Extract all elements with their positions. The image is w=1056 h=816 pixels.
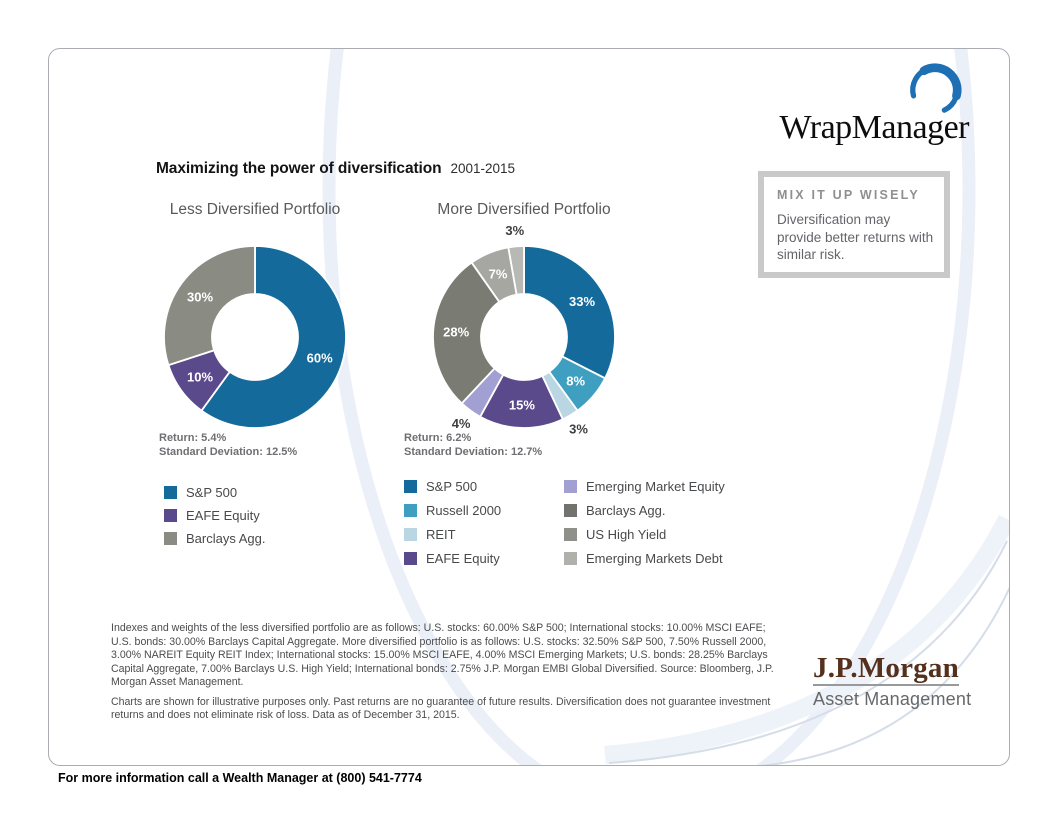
title-text: Maximizing the power of diversification (156, 160, 442, 177)
legend-swatch-barclays (564, 504, 577, 517)
legend-item (404, 527, 501, 542)
jpmorgan-logo (813, 653, 971, 710)
legend-item (404, 503, 501, 518)
slice-pct-label: 15% (508, 397, 535, 413)
legend-swatch-reit (404, 528, 417, 541)
slice-pct-label: 60% (306, 350, 333, 366)
slice-pct-label: 3% (505, 222, 525, 238)
legend-item (404, 551, 501, 566)
more-return: Return: 6.2% (404, 432, 472, 444)
legend-label: Emerging Market Equity (586, 479, 725, 494)
legend-label: REIT (426, 527, 456, 542)
legend-more-diversified-col2 (564, 479, 725, 575)
page-title (156, 160, 515, 178)
donut-slice-s-p-500 (524, 246, 615, 378)
legend-item (164, 485, 266, 500)
less-return: Return: 5.4% (159, 432, 227, 444)
less-diversified-chart-block (125, 201, 385, 467)
donut-chart-more-diversified (394, 207, 654, 467)
legend-label: US High Yield (586, 527, 667, 542)
legend-item (564, 503, 725, 518)
wrapmanager-logo (739, 59, 969, 151)
legend-swatch-sp500 (404, 480, 417, 493)
donut-chart-less-diversified (125, 207, 385, 467)
donut-slice-barclays-agg- (164, 246, 255, 365)
more-diversified-chart-block (394, 201, 654, 467)
legend-label: Barclays Agg. (586, 503, 666, 518)
legend-item (564, 479, 725, 494)
slice-pct-label: 7% (488, 266, 508, 282)
slice-pct-label: 10% (186, 369, 214, 385)
more-std-dev: Standard Deviation: 12.7% (404, 446, 543, 458)
legend-item (164, 508, 266, 523)
jpmorgan-division-text: Asset Management (813, 689, 972, 710)
legend-swatch-sp500 (164, 486, 177, 499)
legend-swatch-eafe (404, 552, 417, 565)
legend-swatch-eafe (164, 509, 177, 522)
mix-it-up-callout (758, 171, 950, 278)
jpmorgan-logo-text: J.P.Morgan (813, 653, 959, 686)
more-diversified-stats (404, 431, 542, 459)
legend-item (564, 551, 725, 566)
legend-swatch-us-high-yield (564, 528, 577, 541)
legend-swatch-em-debt (564, 552, 577, 565)
callout-body: Diversification may provide better returns with similar risk. (777, 212, 934, 263)
legend-swatch-barclays (164, 532, 177, 545)
callout-heading: MIX IT UP WISELY (777, 188, 920, 202)
legend-swatch-em-equity (564, 480, 577, 493)
wealth-manager-contact-note: For more information call a Wealth Manager at (800) 541-7774 (58, 771, 422, 785)
slice-pct-label: 30% (186, 289, 214, 305)
legend-label: S&P 500 (426, 479, 478, 494)
legend-label: Russell 2000 (426, 503, 502, 518)
legend-more-diversified-col1 (404, 479, 501, 575)
less-diversified-chart-title: Less Diversified Portfolio (169, 201, 341, 218)
title-period: 2001-2015 (450, 161, 516, 176)
slice-pct-label: 3% (569, 421, 588, 437)
footnote-indexes: Indexes and weights of the less diversified portfolio are as follows: U.S. stocks: 60.00% S&P 500; International stocks: 10.00% MSCI EAFE; U.S. bonds: 30.00% Barclays Capital Aggregate. More diversified portfolio is as follows: U.S. stocks: 32.50% S&P 500, 7.50% Russell 2000, 3.00% NAREIT Equity REIT Index; International stocks: 15.00% MSCI EAFE, 4.00% MSCI Emerging Markets; U.S. bonds: 28.25% Barclays Capital Aggregate, 7.00% Barclays U.S. High Yield; International bonds: 2.75% J.P. Morgan EMBI Global Diversified. Source: Bloomberg, J.P. Morgan Asset Management. (111, 622, 774, 689)
less-diversified-stats (159, 431, 297, 459)
disclosure-footnotes (111, 622, 775, 723)
legend-item (404, 479, 501, 494)
legend-item (564, 527, 725, 542)
legend-item (164, 531, 266, 546)
slice-pct-label: 4% (451, 416, 471, 432)
legend-label: Barclays Agg. (186, 531, 266, 546)
less-std-dev: Standard Deviation: 12.5% (159, 446, 298, 458)
legend-less-diversified (164, 485, 266, 554)
footnote-disclaimer: Charts are shown for illustrative purposes only. Past returns are no guarantee of future results. Diversification does not guarantee investment returns and does not eliminate risk of loss. Data as of December 31, 2015. (111, 695, 771, 722)
legend-label: EAFE Equity (186, 508, 260, 523)
more-diversified-chart-title: More Diversified Portfolio (437, 201, 611, 218)
legend-label: S&P 500 (186, 485, 238, 500)
legend-label: EAFE Equity (426, 551, 500, 566)
slice-pct-label: 28% (443, 324, 470, 340)
legend-label: Emerging Markets Debt (586, 551, 723, 566)
legend-swatch-russell2000 (404, 504, 417, 517)
slice-pct-label: 8% (566, 373, 586, 389)
wrapmanager-logo-text: WrapManager (779, 109, 969, 146)
slice-pct-label: 33% (568, 294, 596, 309)
flyer-card (48, 48, 1010, 766)
